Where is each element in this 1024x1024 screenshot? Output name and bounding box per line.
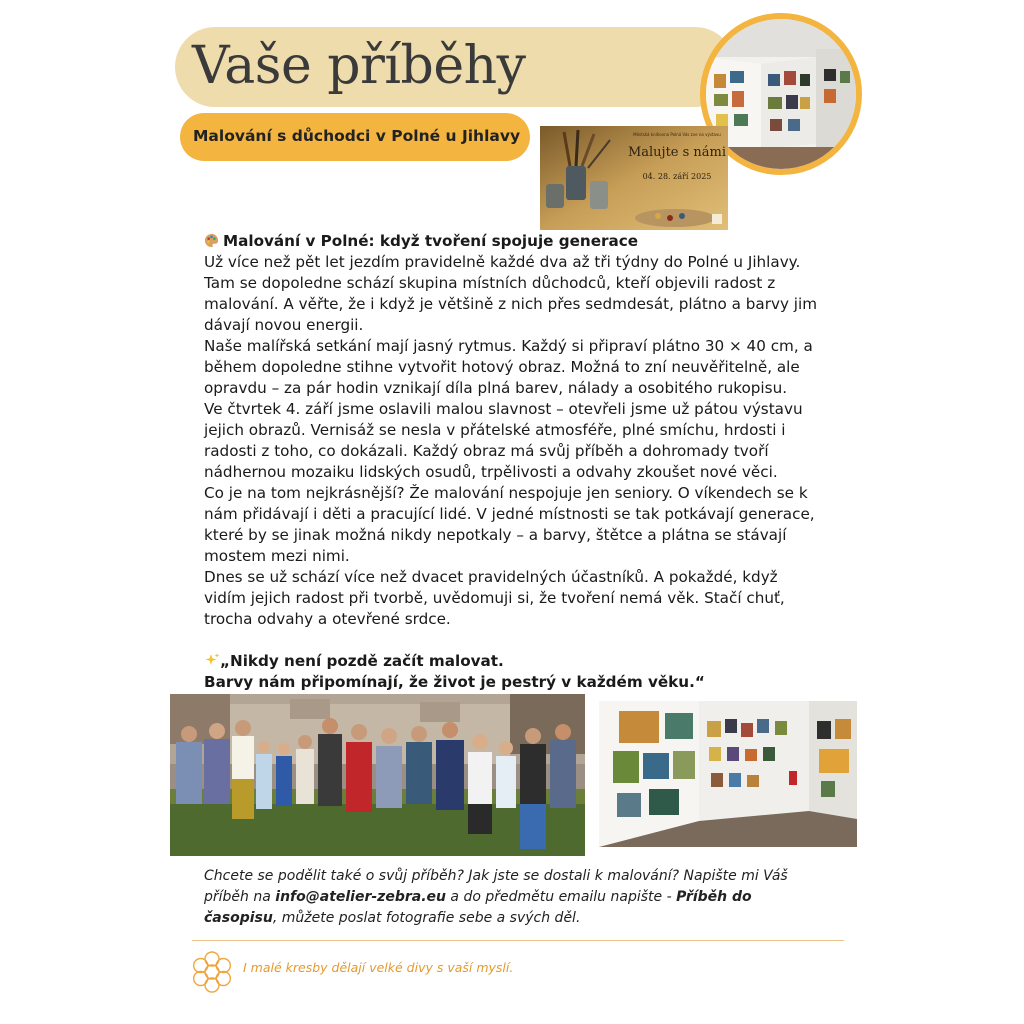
page-title: Vaše příběhy bbox=[192, 36, 526, 96]
article-paragraph-5: Dnes se už schází více než dvacet pravidelných účastníků. A pokaždé, když vidím jejich radost při tvorbě, uvědomuji si, že tvoření nemá věk. Stačí chuť, trocha odvahy a otevřené srdce. bbox=[204, 568, 785, 628]
article-heading-text: Malování v Polné: když tvoření spojuje generace bbox=[223, 232, 639, 250]
call-to-action: Chcete se podělit také o svůj příběh? Jak jste se dostali k malování? Napište mi Váš příběh na info@atelier-zebra.eu a do předmětu emailu napište - Příběh do časopisu, můžete poslat fotografie sebe a svých děl. bbox=[204, 868, 788, 926]
group-photo bbox=[170, 694, 585, 856]
palette-icon bbox=[204, 233, 219, 248]
quote-line-2: Barvy nám připomínají, že život je pestrý v každém věku.“ bbox=[204, 673, 705, 691]
footer-divider bbox=[192, 940, 844, 941]
article-paragraph-4: Co je na tom nejkrásnější? Že malování nespojuje jen seniory. O víkendech se k nám přidávají i děti a pracující lidé. V jedné místnosti se tak potkávají generace, které by se jinak možná nikdy nepotkaly – a barvy, štětce a plátna se stávají mostem mezi nimi. bbox=[204, 484, 815, 565]
article-heading bbox=[204, 231, 824, 252]
article-paragraph-1: Už více než pět let jezdím pravidelně každé dva až tři týdny do Polné u Jihlavy. Tam se dopoledne schází skupina místních důchodců, kteří objevili radost z malování. A věřte, že i když je většině z nich přes sedmdesát, plátno a barvy jim dávají novou energii. bbox=[204, 253, 817, 334]
sparkles-icon bbox=[204, 652, 220, 668]
gallery-photo bbox=[599, 701, 857, 847]
page-subtitle: Malování s důchodci v Polné u Jihlavy bbox=[193, 127, 521, 145]
article-paragraph-2: Naše malířská setkání mají jasný rytmus. Každý si připraví plátno 30 × 40 cm, a během dopoledne stihne vytvořit hotový obraz. Možná to zní neuvěřitelně, ale opravdu – za pár hodin vznikají díla plná barev, nálady a osobitého rukopisu. bbox=[204, 337, 813, 397]
poster-dates: 04. 28. září 2025 bbox=[642, 172, 712, 181]
email-subject-text: Příběh do časopisu bbox=[204, 889, 752, 926]
footer-motto: I malé kresby dělají velké divy s vaší myslí. bbox=[243, 960, 514, 975]
contact-email-link[interactable]: info@atelier-zebra.eu bbox=[275, 889, 446, 905]
flower-logo-icon bbox=[191, 951, 233, 993]
article-paragraph-3: Ve čtvrtek 4. září jsme oslavili malou slavnost – otevřeli jsme už pátou výstavu jejich obrazů. Vernisáž se nesla v přátelské atmosféře, plné smíchu, hrdosti i radosti z toho, co dokázali. Každý obraz má svůj příběh a dohromady tvoří nádhernou mozaiku lidských osudů, trpělivosti a odvahy zkoušet nové věci. bbox=[204, 400, 803, 481]
exhibition-poster bbox=[540, 126, 728, 230]
article-body bbox=[204, 231, 824, 630]
poster-title: Malujte s námi bbox=[627, 145, 727, 160]
quote-line-1: „Nikdy není pozdě začít malovat. bbox=[204, 651, 824, 672]
poster-top-line: Městská knihovna Polná Vás zve na výstavu bbox=[633, 132, 721, 137]
quote-block bbox=[204, 651, 824, 693]
